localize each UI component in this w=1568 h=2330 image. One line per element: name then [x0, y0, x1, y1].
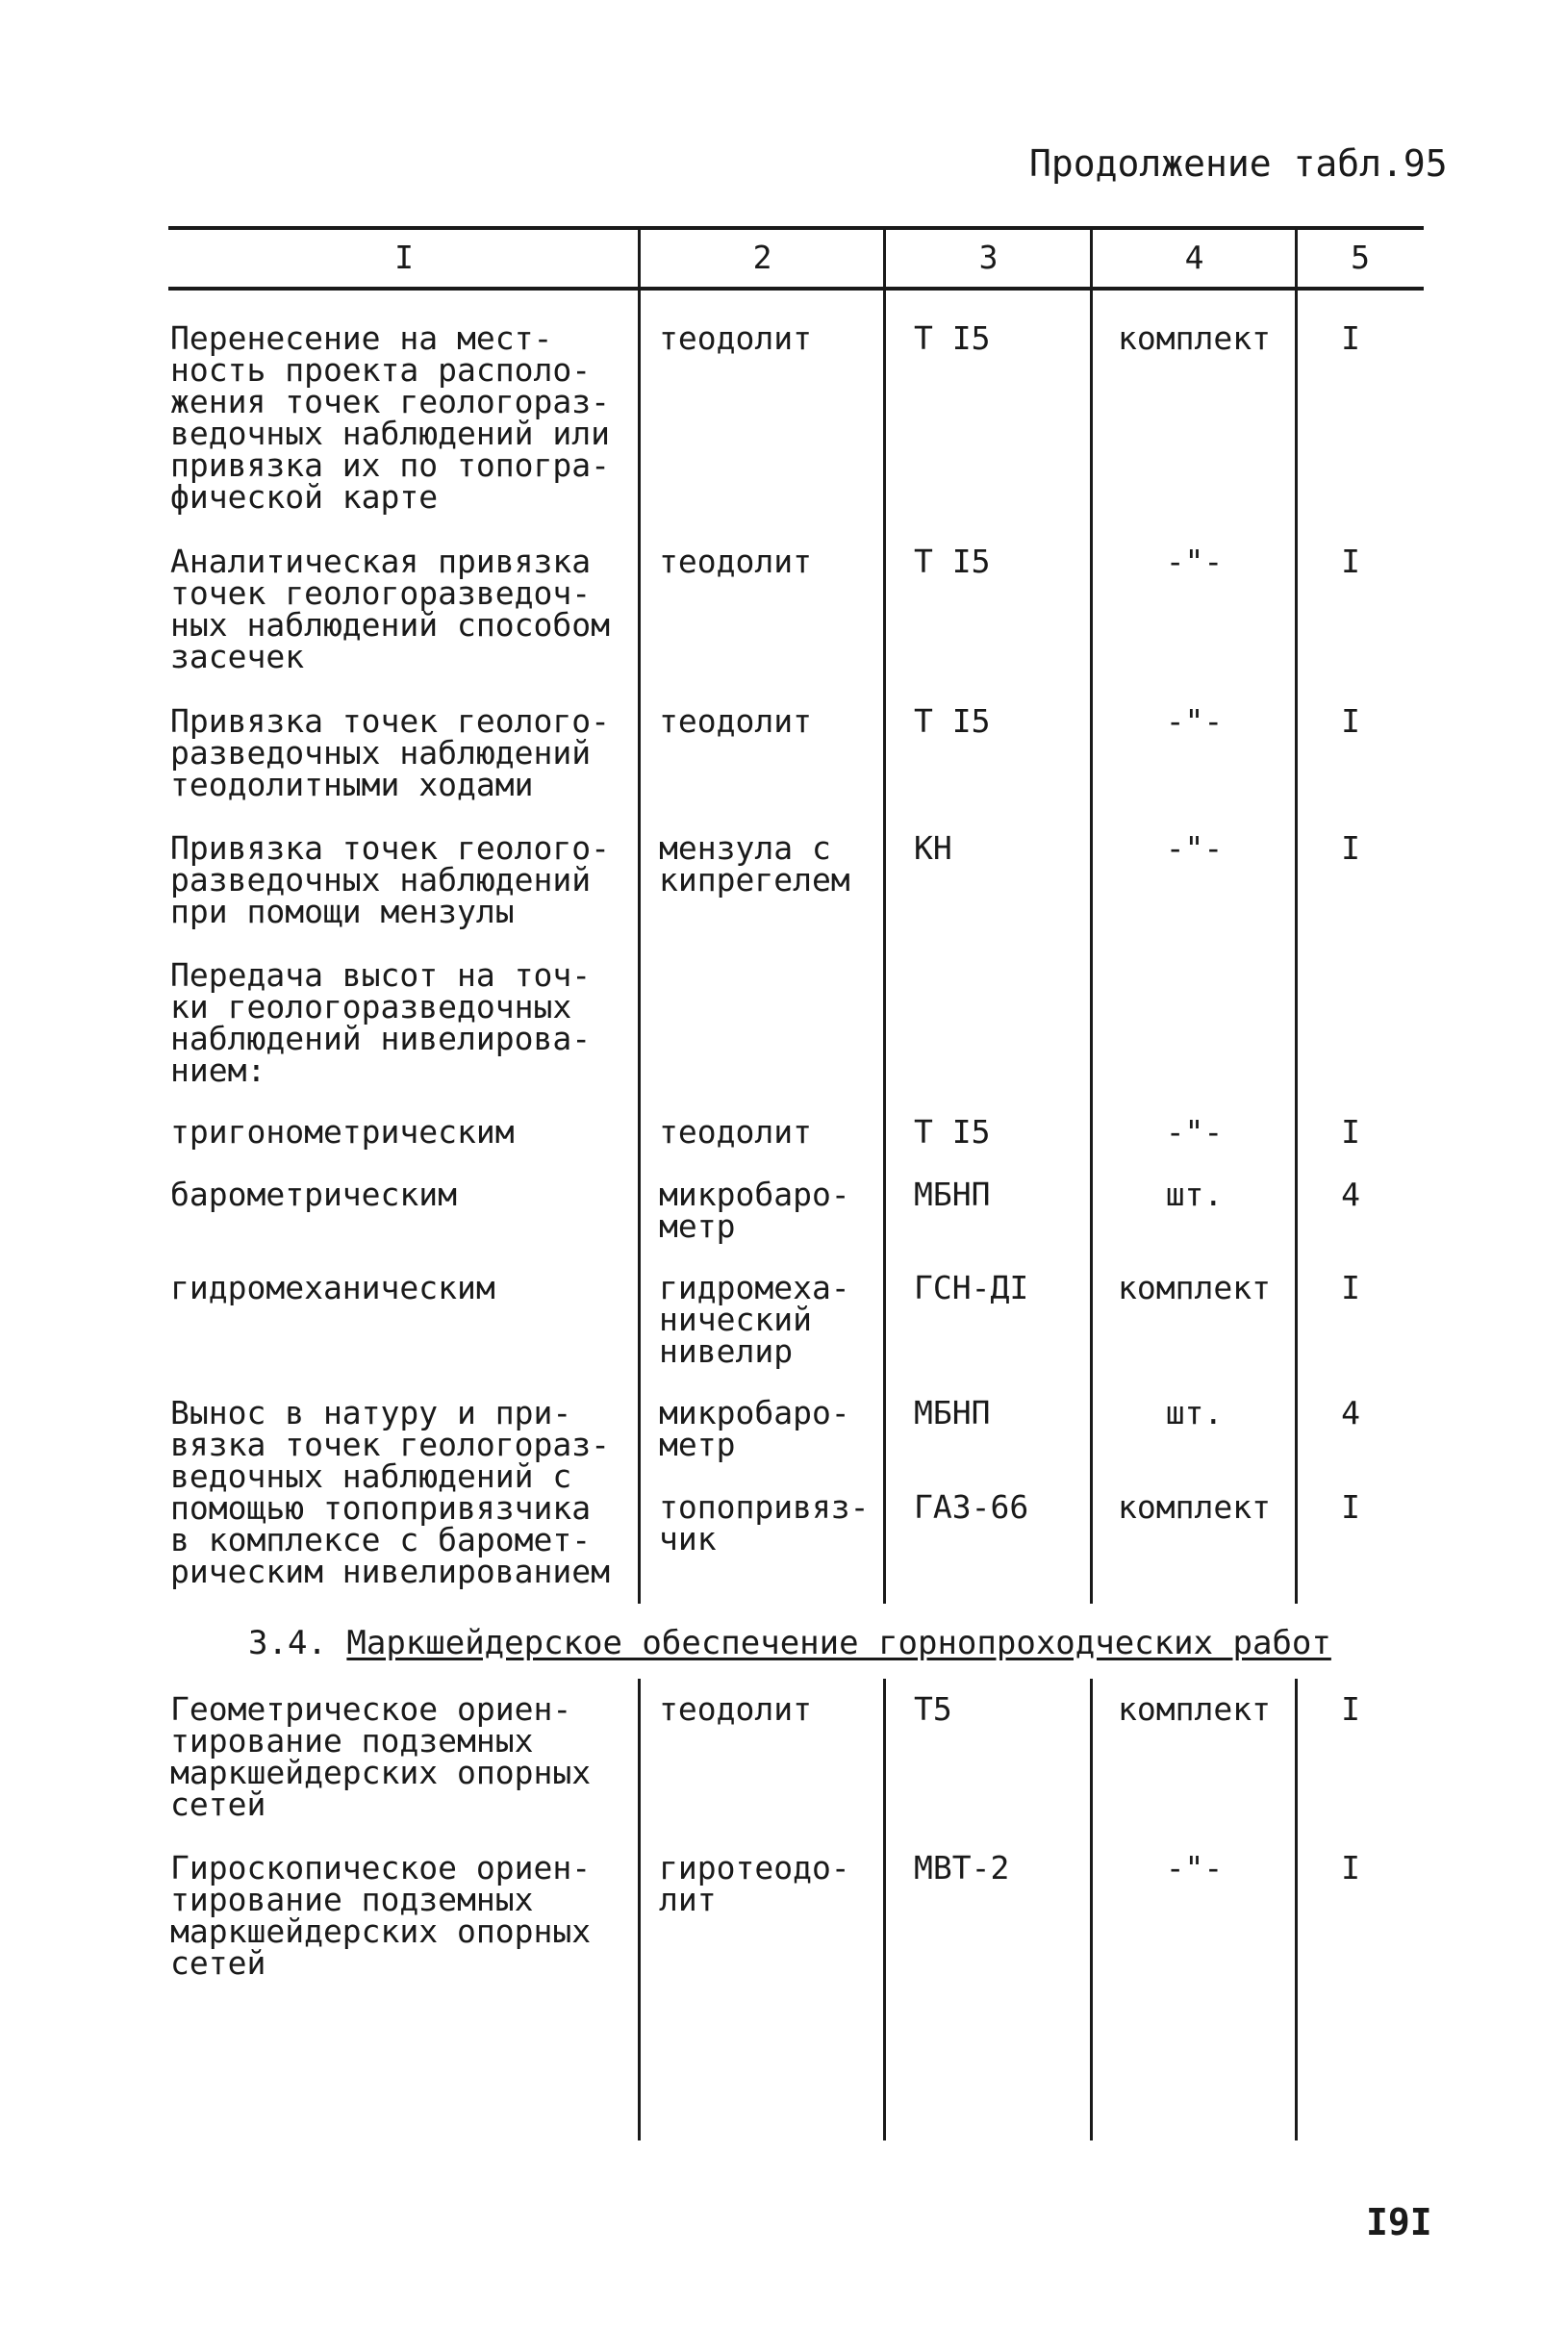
- row-7-work: барометрическим: [170, 1176, 458, 1213]
- row-4-qty: I: [1341, 829, 1360, 867]
- row-7-unit: шт.: [1165, 1176, 1224, 1213]
- header-col-2: 2: [752, 239, 772, 276]
- row-6-instrument: теодолит: [659, 1113, 812, 1151]
- row-1-unit: комплект: [1118, 319, 1271, 357]
- row-11-qty: I: [1341, 1690, 1360, 1728]
- row-9-unit: шт.: [1165, 1394, 1224, 1431]
- row-11-work: Геометрическое ориен- тирование подземных маркшейдерских опорных сетей: [170, 1690, 592, 1823]
- row-12-unit: -"-: [1165, 1849, 1224, 1887]
- row-7-type: МБНП: [914, 1176, 991, 1213]
- row-2-qty: I: [1341, 543, 1360, 580]
- row-3-instrument: теодолит: [659, 702, 812, 740]
- header-col-4: 4: [1184, 239, 1204, 276]
- row-2-type: Т I5: [914, 543, 991, 580]
- row-2-instrument: теодолит: [659, 543, 812, 580]
- table-header-rule: [168, 287, 1424, 291]
- row-8-work: гидромеханическим: [170, 1269, 495, 1306]
- row-10-qty: I: [1341, 1488, 1360, 1526]
- header-col-1: I: [394, 239, 414, 276]
- row-8-unit: комплект: [1118, 1269, 1271, 1306]
- row-1-work: Перенесение на мест- ность проекта располо- жения точек геологораз- ведочных наблюдений или привязка их по топогра- фической карте: [170, 319, 610, 516]
- row-10-type: ГАЗ-66: [914, 1488, 1029, 1526]
- row-9-work: Вынос в натуру и при- вязка точек геологораз- ведочных наблюдений с помощью топопривязчика в комплексе с баромет- рическим нивелированием: [170, 1394, 610, 1590]
- row-8-type: ГСН-ДI: [914, 1269, 1029, 1306]
- row-12-work: Гироскопическое ориен- тирование подземных маркшейдерских опорных сетей: [170, 1849, 592, 1982]
- table-caption: Продолжение табл.95: [1029, 142, 1448, 185]
- row-8-instrument: гидромеха- нический нивелир: [659, 1269, 850, 1370]
- header-col-5: 5: [1351, 239, 1370, 276]
- row-5-work: Передача высот на точ- ки геологоразведочных наблюдений нивелирова- нием:: [170, 956, 592, 1089]
- row-6-type: Т I5: [914, 1113, 991, 1151]
- row-1-type: Т I5: [914, 319, 991, 357]
- row-6-qty: I: [1341, 1113, 1360, 1151]
- row-3-qty: I: [1341, 702, 1360, 740]
- row-7-instrument: микробаро- метр: [659, 1176, 850, 1245]
- row-9-instrument: микробаро- метр: [659, 1394, 850, 1463]
- row-10-unit: комплект: [1118, 1488, 1271, 1526]
- row-11-instrument: теодолит: [659, 1690, 812, 1728]
- row-9-qty: 4: [1341, 1394, 1360, 1431]
- row-4-unit: -"-: [1165, 829, 1224, 867]
- row-1-instrument: теодолит: [659, 319, 812, 357]
- column-divider-1-lower: [638, 1679, 641, 2140]
- row-4-type: КН: [914, 829, 952, 867]
- section-heading: [248, 1626, 1331, 1660]
- row-12-type: МВТ-2: [914, 1849, 1010, 1887]
- row-3-unit: -"-: [1165, 702, 1224, 740]
- column-divider-1: [638, 228, 641, 1604]
- row-4-work: Привязка точек геолого- разведочных наблюдений при помощи мензулы: [170, 829, 610, 930]
- row-3-work: Привязка точек геолого- разведочных наблюдений теодолитными ходами: [170, 702, 610, 803]
- row-4-instrument: мензула с кипрегелем: [659, 829, 850, 899]
- column-divider-4-lower: [1295, 1679, 1298, 2140]
- row-2-unit: -"-: [1165, 543, 1224, 580]
- row-7-qty: 4: [1341, 1176, 1360, 1213]
- header-col-3: 3: [978, 239, 999, 276]
- row-1-qty: I: [1341, 319, 1360, 357]
- column-divider-2: [883, 228, 886, 1604]
- table-top-rule: [168, 226, 1424, 230]
- row-11-type: Т5: [914, 1690, 952, 1728]
- row-8-qty: I: [1341, 1269, 1360, 1306]
- row-3-type: Т I5: [914, 702, 991, 740]
- row-12-instrument: гиротеодо- лит: [659, 1849, 850, 1918]
- row-2-work: Аналитическая привязка точек геологоразведоч- ных наблюдений способом засечек: [170, 543, 610, 675]
- section-title: Маркшейдерское обеспечение горнопроходческих работ: [346, 1624, 1331, 1662]
- column-divider-3-lower: [1090, 1679, 1093, 2140]
- row-10-instrument: топопривяз- чик: [659, 1488, 870, 1558]
- column-divider-2-lower: [883, 1679, 886, 2140]
- row-6-work: тригонометрическим: [170, 1113, 515, 1151]
- section-number: 3.4.: [248, 1624, 327, 1662]
- page-number: I9I: [1366, 2201, 1432, 2243]
- row-9-type: МБНП: [914, 1394, 991, 1431]
- row-12-qty: I: [1341, 1849, 1360, 1887]
- row-6-unit: -"-: [1165, 1113, 1224, 1151]
- row-11-unit: комплект: [1118, 1690, 1271, 1728]
